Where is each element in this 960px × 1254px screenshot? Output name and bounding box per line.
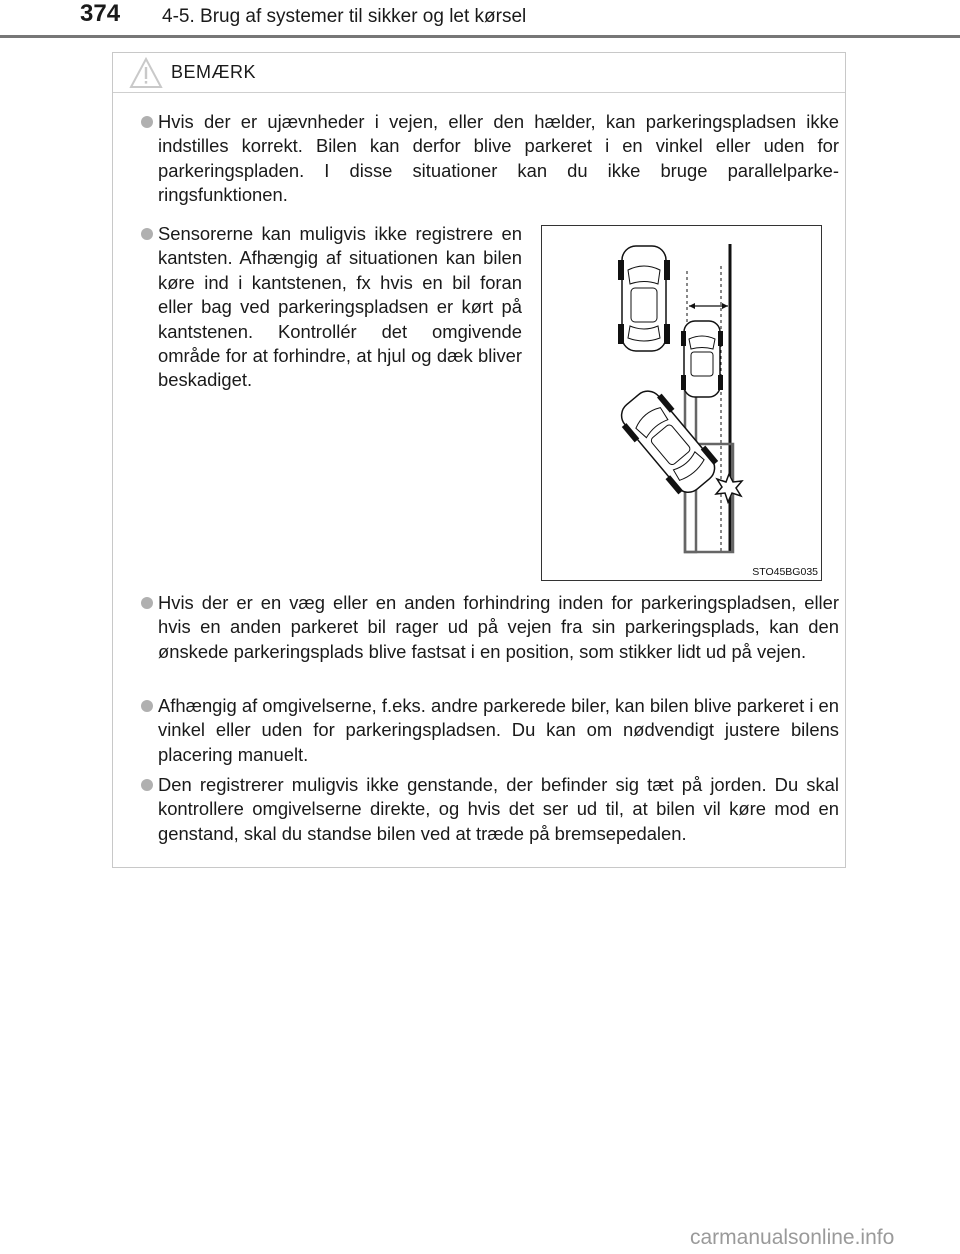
parking-illustration (541, 225, 822, 581)
notice-title: BEMÆRK (171, 62, 257, 82)
notice-bullet (158, 110, 839, 208)
notice-bullet (158, 222, 522, 393)
bullet-text: Sensorerne kan muligvis ikke registrere en kantsten. Afhængig af situationen kan bilen køre ind i kantstenen, fx hvis en bil foran eller bag ved parkeringspladsen er kørt på kantstenen. Kontrollér det omgivende område for at forhindre, at hjul og dæk bliver beskadiget. (158, 223, 522, 391)
parking-diagram (542, 226, 823, 582)
impact-star-icon (716, 474, 742, 502)
bullet-dot (141, 116, 153, 128)
notice-bullet (158, 694, 839, 767)
page-number: 374 (80, 0, 121, 27)
parked-car-front (681, 321, 723, 397)
warning-triangle-icon (129, 57, 163, 89)
figure-code: STO45BG035 (752, 566, 818, 578)
bullet-dot (141, 779, 153, 791)
notice-bullet (158, 591, 839, 664)
watermark[interactable]: carmanualsonline.info (690, 1226, 895, 1249)
notice-header (113, 53, 845, 93)
header-rule (0, 35, 960, 38)
bullet-dot (141, 228, 153, 240)
bullet-dot (141, 597, 153, 609)
bullet-text: Hvis der er ujævnheder i vejen, eller den hælder, kan parkeringspladsen ikke indstilles korrekt. Bilen kan derfor blive parkeret i en vinkel eller uden for parkeringspladen. I disse situationer kan du ikke bruge parallelparkeringsfunktionen. (158, 111, 839, 206)
notice-bullet (158, 773, 839, 846)
bullet-text: Hvis der er en væg eller en anden forhindring inden for parkeringspladsen, eller hvis en anden parkeret bil rager ud på vejen fra sin parkeringsplads, kan den ønskede parkeringsplads blive fastsat i en position, som stikker lidt ud på vejen. (158, 592, 839, 662)
parked-car-rear (618, 246, 670, 351)
bullet-text: Afhængig af omgivelserne, f.eks. andre parkerede biler, kan bilen blive parkeret i en vinkel eller uden for parkeringspladsen. Du kan om nødvendigt justere bilens placering manuelt. (158, 695, 839, 765)
angled-car (613, 383, 724, 501)
bullet-dot (141, 700, 153, 712)
bullet-text: Den registrerer muligvis ikke genstande, der befinder sig tæt på jorden. Du skal kontrollere omgivelserne direkte, og hvis det ser ud til, at bilen vil køre mod en genstand, skal du standse bilen ved at træde på bremsepedalen. (158, 774, 839, 844)
section-title: 4-5. Brug af systemer til sikker og let kørsel (162, 6, 527, 27)
